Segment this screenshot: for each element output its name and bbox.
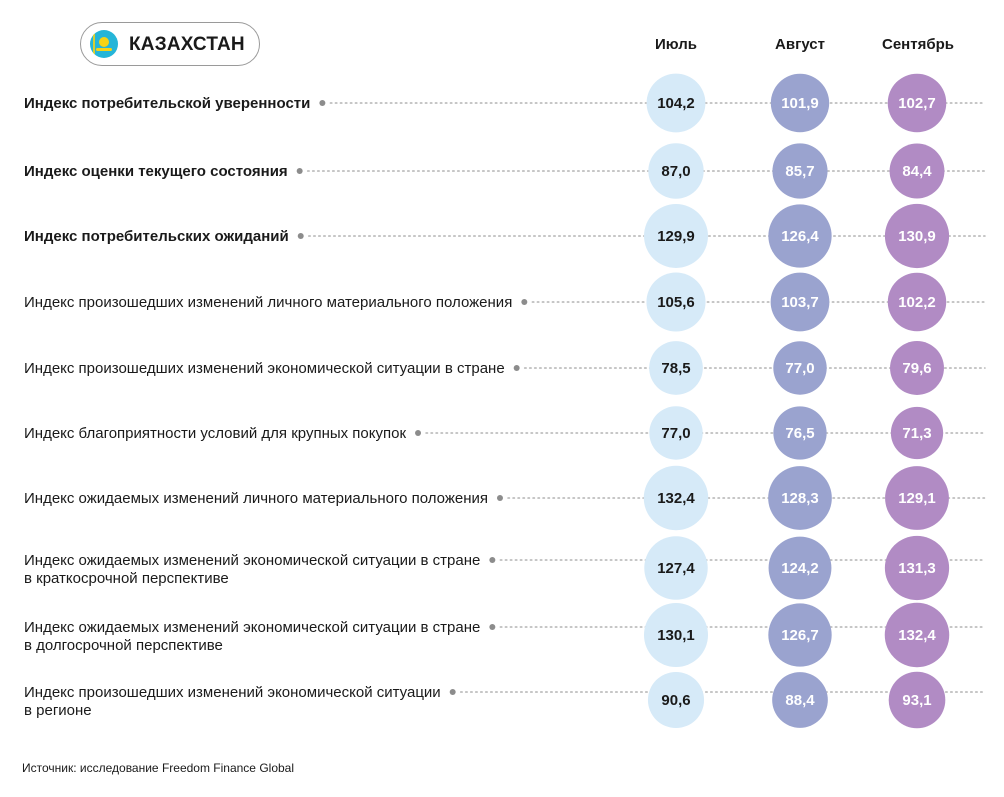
row-label-line: Индекс потребительских ожиданий [24,228,289,245]
bubble-value-label: 102,7 [898,95,936,112]
row-marker-dot [497,495,503,501]
row-label [24,294,512,311]
bubble-value-label: 101,9 [781,95,819,112]
row-label-line: в долгосрочной перспективе [24,637,223,654]
row-label-line: Индекс ожидаемых изменений экономической ситуации в стране [24,552,481,569]
row-label-line: Индекс потребительской уверенности [24,95,311,112]
row-label-line: Индекс произошедших изменений экономической ситуации [24,684,441,701]
row-label [24,360,505,377]
bubble-value-label: 93,1 [902,692,932,709]
bubble-value-label: 128,3 [781,490,819,507]
bubble-value-label: 105,6 [657,294,695,311]
row-marker-dot [489,557,495,563]
bubble-value-label: 102,2 [898,294,936,311]
row-label-line: Индекс произошедших изменений экономической ситуации в стране [24,360,505,377]
country-name: КАЗАХСТАН [129,34,245,55]
row-marker-dot [297,168,303,174]
bubble-value-label: 77,0 [661,425,691,442]
row-label [24,619,480,654]
row-label [24,95,310,112]
row-label [24,490,488,507]
bubble-value-label: 132,4 [657,490,695,507]
bubble-value-label: 88,4 [785,692,815,709]
bubble-value-label: 84,4 [902,163,932,180]
bubble-value-label: 132,4 [898,627,936,644]
bubble-value-label: 129,1 [898,490,936,507]
bubble-value-label: 77,0 [785,360,815,377]
row-label-line: в краткосрочной перспективе [24,570,229,587]
bubble-value-label: 124,2 [781,560,819,577]
column-header-july: Июль [655,36,697,53]
bubble-value-label: 126,7 [781,627,819,644]
source-note: Источник: исследование Freedom Finance Global [22,761,295,775]
row-marker-dot [489,624,495,630]
column-header-august: Август [775,36,825,53]
row-label [24,228,289,245]
row-marker-dot [521,299,527,305]
bubble-value-label: 71,3 [902,425,932,442]
row-label [24,163,288,180]
row-label [24,684,441,719]
bubble-value-label: 130,9 [898,228,936,245]
row-marker-dot [298,233,304,239]
row-label-line: Индекс произошедших изменений личного материального положения [24,294,513,311]
bubble-value-label: 127,4 [657,560,695,577]
bubble-value-label: 87,0 [661,163,691,180]
row-label-line: Индекс ожидаемых изменений личного материального положения [24,490,488,507]
row-marker-dot [514,365,520,371]
bubble-value-label: 76,5 [785,425,815,442]
row-label-line: Индекс оценки текущего состояния [24,163,288,180]
bubble-value-label: 130,1 [657,627,695,644]
row-label-line: Индекс ожидаемых изменений экономической ситуации в стране [24,619,481,636]
row-marker-dot [319,100,325,106]
row-marker-dot [450,689,456,695]
row-label-line: Индекс благоприятности условий для крупных покупок [24,425,407,442]
bubble-value-label: 129,9 [657,228,695,245]
bubble-value-label: 78,5 [661,360,691,377]
bubble-value-label: 85,7 [785,163,815,180]
row-label-line: в регионе [24,702,92,719]
bubble-value-label: 126,4 [781,228,819,245]
column-header-september: Сентябрь [882,36,954,53]
row-marker-dot [415,430,421,436]
bubble-value-label: 79,6 [902,360,932,377]
bubble-value-label: 104,2 [657,95,695,112]
bubble-value-label: 103,7 [781,294,819,311]
bubble-value-label: 90,6 [661,692,691,709]
row-label [24,425,406,442]
row-label [24,552,480,587]
bubble-value-label: 131,3 [898,560,936,577]
